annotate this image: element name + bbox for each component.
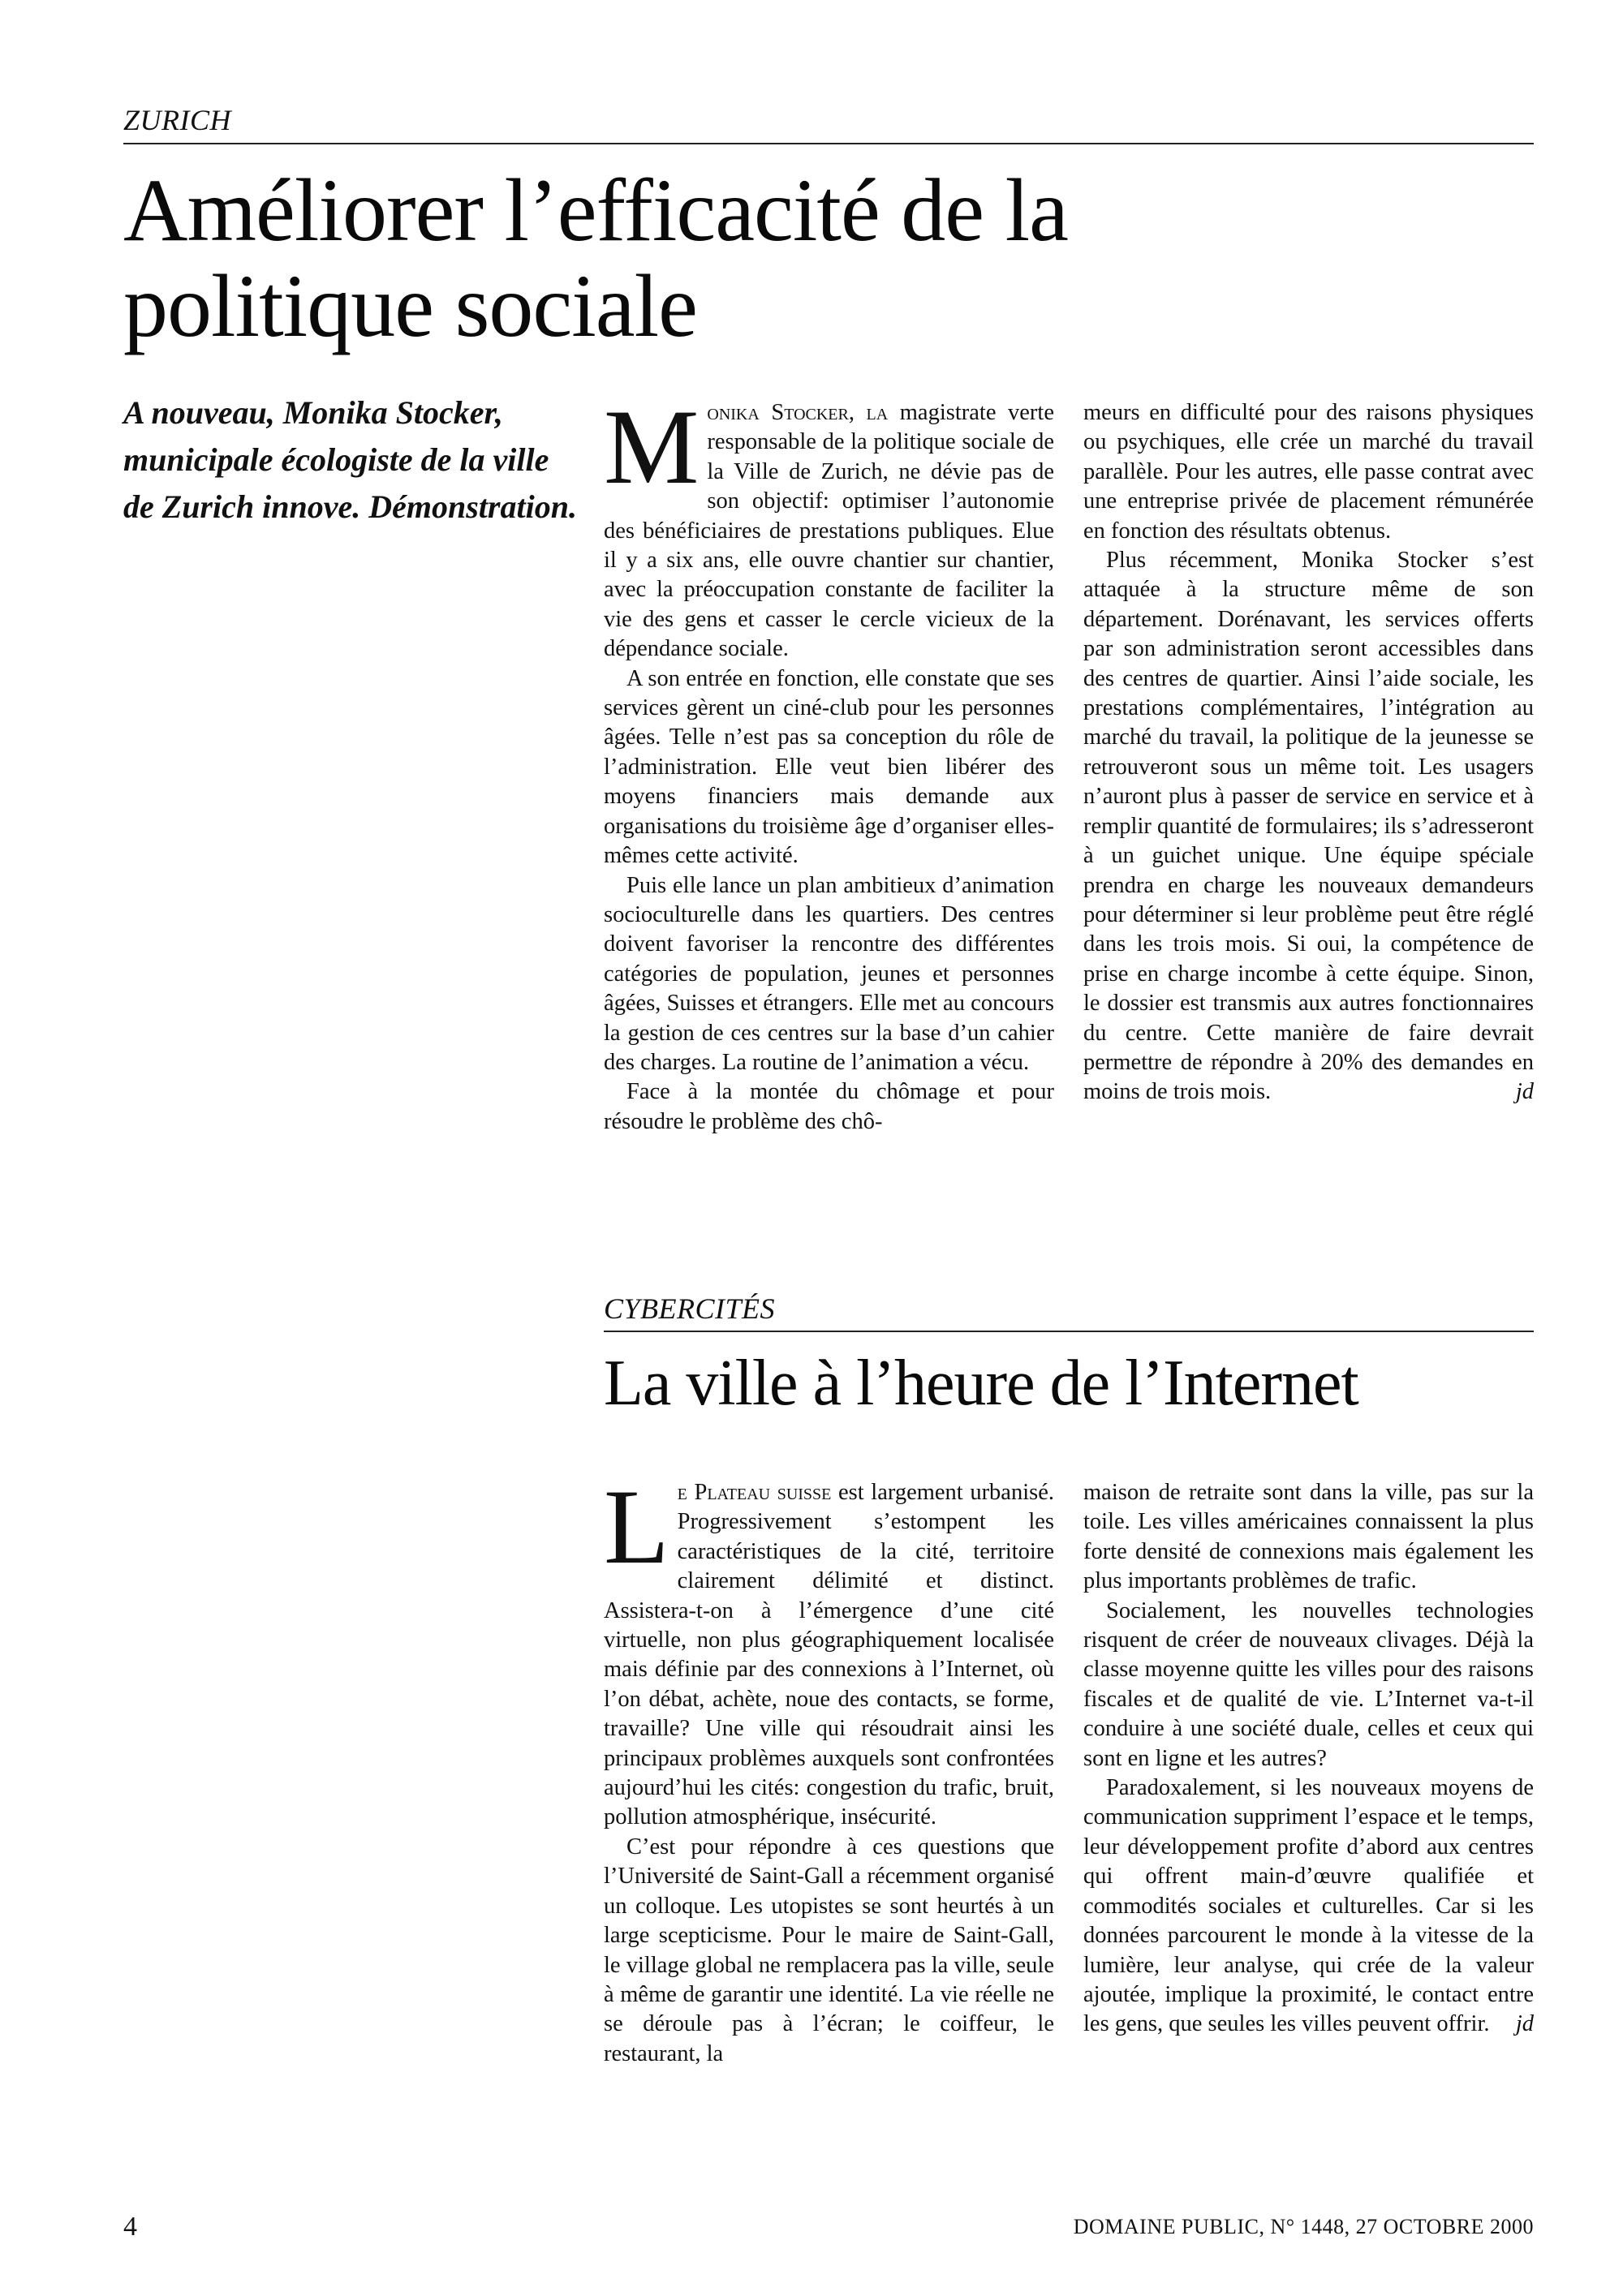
article-lead: A nouveau, Monika Stocker, municipale écologiste de la ville de Zurich innove. Démonstration.	[123, 394, 577, 525]
drop-cap: M	[604, 387, 700, 506]
article2-paragraph: maison de retraite sont dans la ville, pas sur la toile. Les villes américaines connaissent la plus forte densité de connexions mais également les plus importants problèmes de trafic.	[1083, 1480, 1534, 1594]
section-rule	[123, 143, 1534, 144]
article1-column-2	[1083, 398, 1534, 1107]
article1-paragraph: Face à la montée du chômage et pour résoudre le problème des chô-	[604, 1079, 1054, 1134]
author-signature: jd	[1515, 1079, 1534, 1105]
paragraph-text: magistrate verte responsable de la politique sociale de la Ville de Zurich, ne dévie pas de son objectif: optimiser l’autonomie des bénéficiaires de prestations publiques. Elue il y a six ans, elle ouvre chantier sur chantier, avec la préoccupation constante de faciliter la vie des gens et casser le cercle vicieux de la dépendance sociale.	[604, 400, 1054, 662]
article1-paragraph: Puis elle lance un plan ambitieux d’animation socioculturelle dans les quartiers. Des centres doivent favoriser la rencontre des différentes catégories de population, jeunes et personnes âgées, Suisses et étrangers. Elle met au concours la gestion de ces centres sur la base d’un cahier des charges. La routine de l’animation a vécu.	[604, 872, 1054, 1075]
paragraph-text: Plus récemment, Monika Stocker s’est attaquée à la structure même de son département. Dorénavant, les services offerts par son administration seront accessibles dans des centres de quartier. Ainsi l’aide sociale, les prestations complémentaires, l’intégration au marché du travail, la politique de la jeunesse se retrouveront sous un même toit. Les usagers n’auront plus à passer de service en service et à remplir quantité de formulaires; ils s’adresseront à un guichet unique. Une équipe spéciale prendra en charge les nouveaux demandeurs pour déterminer si leur problème peut être réglé dans les trois mois. Si oui, la compétence de prise en charge incombe à cette équipe. Sinon, le dossier est transmis aux autres fonctionnaires du centre. Cette manière de faire devrait permettre de répondre à 20% des demandes en moins de trois mois.	[1083, 548, 1534, 1105]
article2-paragraph	[1083, 1774, 1534, 2040]
article1-paragraph: A son entrée en fonction, elle constate que ses services gèrent un ciné-club pour les personnes âgées. Telle n’est pas sa conception du rôle de l’administration. Elle veut bien libérer des moyens financiers mais demande aux organisations du troisième âge d’organiser elles-mêmes cette activité.	[604, 665, 1054, 869]
article2-column-1	[604, 1467, 1054, 2069]
article-title: La ville à l’heure de l’Internet	[604, 1348, 1358, 1419]
lead-in-smallcaps: onika Stocker, la	[707, 400, 889, 425]
author-signature: jd	[1515, 2011, 1534, 2037]
article2-column-2	[1083, 1478, 1534, 2040]
article1-paragraph	[604, 387, 1054, 664]
article1-column-1	[604, 387, 1054, 1137]
article1-paragraph	[1083, 546, 1534, 1107]
article2-paragraph	[604, 1467, 1054, 1833]
paragraph-text: Paradoxalement, si les nouveaux moyens de communication suppriment l’espace et le temps, leur développement profite d’abord aux centres qui offrent main-d’œuvre qualifiée et commodités sociales et culturelles. Car si les données parcourent le monde à la vitesse de la lumière, leur analyse, qui crée de la valeur ajoutée, implique la proximité, le contact entre les gens, que seules les villes peuvent offrir.	[1083, 1775, 1534, 2037]
article2-paragraph: Socialement, les nouvelles technologies risquent de créer de nouveaux clivages. Déjà la classe moyenne quitte les villes pour des raisons fiscales et de qualité de vie. L’Internet va-t-il conduire à une société duale, celles et ceux qui sont en ligne et les autres?	[1083, 1597, 1534, 1771]
paragraph-text: est largement urbanisé. Progressivement s’estompent les caractéristiques de la cité, territoire clairement délimité et distinct. Assistera-t-on à l’émergence d’une cité virtuelle, non plus géographiquement localisée mais définie par des connexions à l’Internet, où l’on débat, achète, noue des contacts, se forme, travaille? Une ville qui résoudrait ainsi les principaux problèmes auxquels sont confrontées aujourd’hui les cités: congestion du trafic, bruit, pollution atmosphérique, insécurité.	[604, 1480, 1054, 1830]
drop-cap: L	[604, 1467, 669, 1586]
article1-paragraph: meurs en difficulté pour des raisons physiques ou psychiques, elle crée un marché du travail parallèle. Pour les autres, elle passe contrat avec une entreprise privée de placement rémunérée en fonction des résultats obtenus.	[1083, 400, 1534, 544]
section-rubric-cybercites: CYBERCITÉS	[604, 1292, 776, 1325]
section-rule	[604, 1331, 1534, 1332]
article-title: Améliorer l’efficacité de la politique sociale	[123, 161, 1069, 355]
section-rubric-zurich: ZURICH	[123, 104, 232, 136]
lead-in-smallcaps: e Plateau suisse	[677, 1480, 832, 1505]
journal-issue: DOMAINE PUBLIC, N° 1448, 27 OCTOBRE 2000	[1073, 2215, 1534, 2238]
article2-paragraph: C’est pour répondre à ces questions que l’Université de Saint-Gall a récemment organisé un colloque. Les utopistes se sont heurtés à un large scepticisme. Pour le maire de Saint-Gall, le village global ne remplacera pas la ville, seule à même de garantir une identité. La vie réelle ne se déroule pas à l’écran; le coiffeur, le restaurant, la	[604, 1834, 1054, 2066]
page-number: 4	[123, 2212, 137, 2242]
